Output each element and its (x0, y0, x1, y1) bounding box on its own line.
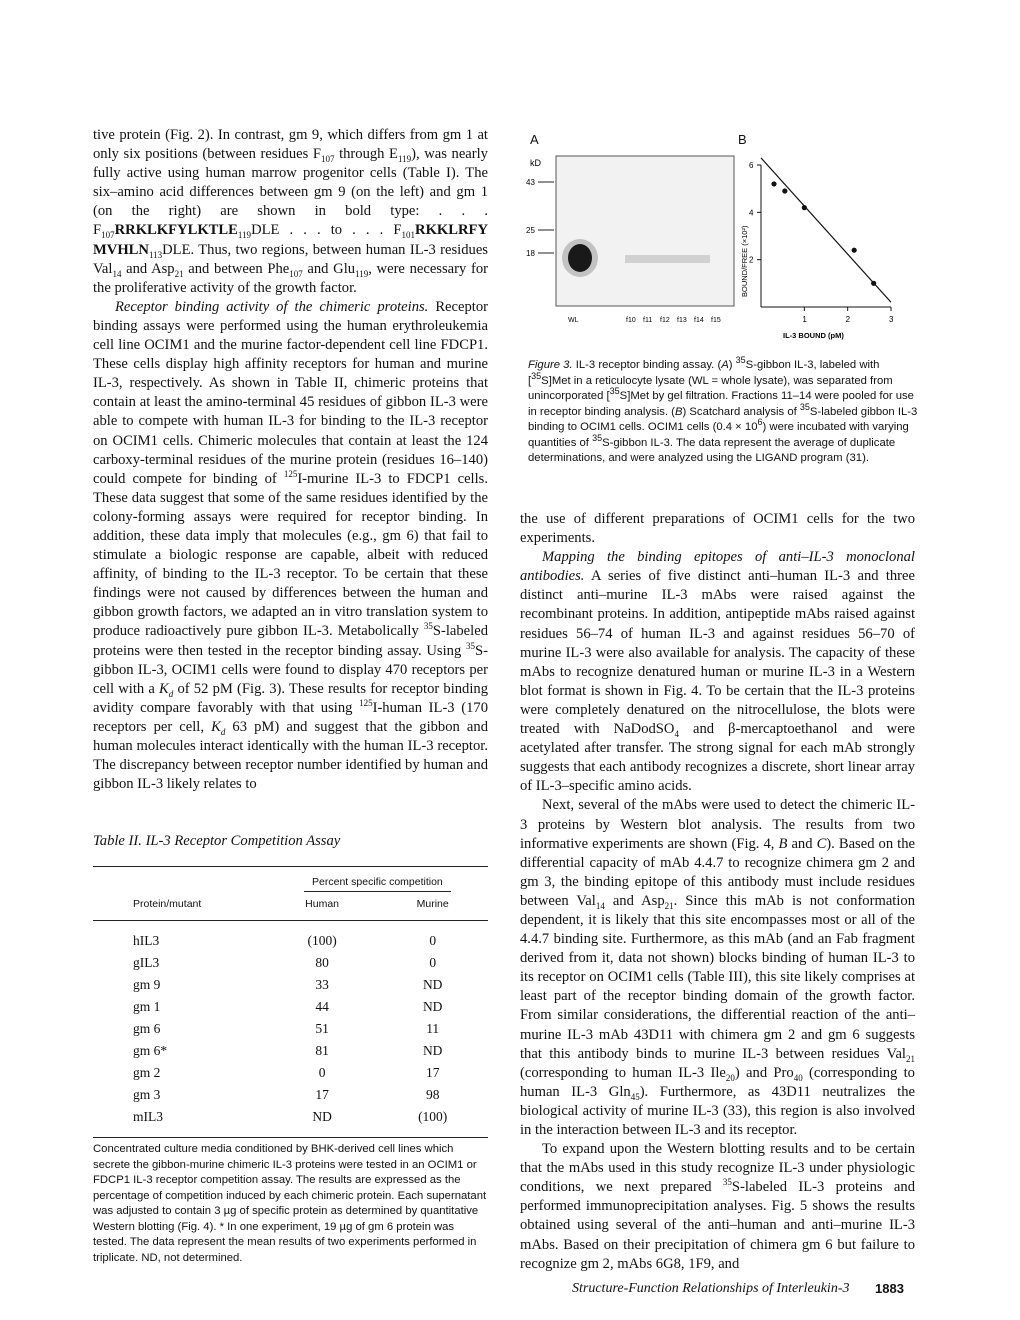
table-row (93, 1084, 488, 1106)
y-axis-label: BOUND/FREE (×10²) (740, 225, 749, 297)
gel-lane-label: f10 (626, 317, 636, 324)
table-cell-protein: gIL3 (133, 955, 160, 970)
gel-kd-label: kD (530, 158, 541, 168)
paragraph-receptor-binding: Receptor binding activity of the chimeric proteins. Receptor binding assays were performed using the human erythroleukemia cell line OCIM1 and the murine factor-dependent cell line FDCP1. These cells display high affinity receptors for human and murine IL-3, respectively. As shown in Table II, chimeric proteins that contain at least the amino-terminal 45 residues of gibbon IL-3 were able to compete with human IL-3 for binding to the IL-3 receptor on OCIM1 cells. Chimeric molecules that contain at least the 124 carboxy-terminal residues of the murine protein (residues 16–140) could compete for binding of $^{125}$I-murine IL-3 to FDCP1 cells. These data suggest that some of the same residues identified by the colony-forming assays were required for receptor binding. In addition, these data imply that molecules (e.g., gm 6) that fail to stimulate a biologic response are capable, albeit with reduced affinity, of binding to the IL-3 receptor. To be certain that these findings were not caused by differences between the human and gibbon growth factors, we adapted an in vitro translation system to produce radioactively pure gibbon IL-3. Metabolically $^{35}$S-labeled proteins were then tested in the receptor binding assay. Using $^{35}$S-gibbon IL-3, OCIM1 cells were found to display 470 receptors per cell with a $K_d$ of 52 pM (Fig. 3). These results for receptor binding avidity compare favorably with that using $^{125}$I-human IL-3 (170 receptors per cell, $K_d$ 63 pM) and suggest that the gibbon and human molecules interact identically with the human IL-3 receptor. The discrepancy between receptor number identified by human and gibbon IL-3 likely relates to (93, 298, 489, 793)
table-header-human: Human (305, 898, 340, 910)
table-cell-human: 0 (318, 1065, 326, 1080)
table-row (93, 1018, 488, 1040)
right-column-text (520, 510, 915, 1274)
panel-a-label: A (530, 132, 539, 147)
table-cell-protein: hIL3 (133, 933, 160, 948)
table-cell-human: 51 (315, 1021, 329, 1036)
table-cell-murine: ND (422, 1043, 443, 1058)
table-header-protein: Protein/mutant (133, 898, 202, 910)
table-cell-human: 81 (315, 1043, 329, 1058)
table-cell-murine: 0 (429, 955, 437, 970)
table-cell-murine: 17 (425, 1065, 440, 1080)
section-heading: Receptor binding activity of the chimeric proteins. (115, 298, 429, 315)
table-row (93, 921, 488, 953)
table-caption: Table II. IL-3 Receptor Competition Assay (93, 833, 341, 849)
x-tick-label: 3 (889, 315, 894, 324)
scatchard-plot (735, 155, 920, 355)
section-heading-epitopes: Mapping the binding epitopes of anti–IL-3 monoclonal antibodies. (520, 549, 915, 585)
data-point (852, 248, 857, 253)
table-cell-murine: 11 (426, 1021, 440, 1036)
panel-b-label: B (738, 132, 747, 147)
competition-table (93, 866, 488, 1138)
gel-lane-label: f13 (677, 317, 687, 324)
table-cell-human: (100) (307, 933, 337, 948)
table-cell-protein: gm 6 (133, 1021, 161, 1036)
paragraph-immunoprecipitation: To expand upon the Western blotting results and to be certain that the mAbs used in this study recognize IL-3 under physiologic conditions, we next prepared $^{35}$S-labeled IL-3 proteins and performed immunoprecipitation analyses. Fig. 5 shows the results obtained using several of the anti–human and anti–murine IL-3 mAbs. Based on their precipitation of chimera gm 6 but failure to recognize gm 2, mAbs 6G8, 1F9, and (520, 1141, 916, 1272)
table-header-murine: Murine (416, 898, 449, 910)
table-row (93, 974, 488, 996)
table-cell-protein: gm 9 (133, 977, 161, 992)
paragraph-continued: the use of different preparations of OCIM1 cells for the two experiments. (520, 511, 915, 547)
table-cell-murine: ND (422, 999, 443, 1014)
paragraph-epitope-mapping: Mapping the binding epitopes of anti–IL-3 monoclonal antibodies. A series of five distinct anti–human IL-3 and three distinct anti–murine IL-3 mAbs were raised against the recombinant proteins. In addition, antipeptide mAbs raised against residues 56–74 of human IL-3 and against residues 56–70 of murine IL-3 were also available for analysis. The capacity of these mAbs to recognize denatured human or murine IL-3 in a Western blot format is shown in Fig. 4. To be certain that the IL-3 proteins were completely denatured on the nitrocellulose, the blots were treated with NaDodSO$_4$ and β-mercaptoethanol and were acetylated after transfer. The strong signal for each mAb strongly suggests that each antibody recognizes a discrete, short linear array of IL-3–specific amino acids. (520, 549, 916, 795)
table-cell-human: 44 (315, 999, 329, 1014)
left-column-text (93, 126, 488, 794)
running-title: Structure-Function Relationships of Interleukin-3 (572, 1281, 850, 1296)
gel-marker-label: 25 (526, 226, 535, 235)
data-point (871, 281, 876, 286)
table-cell-murine: (100) (418, 1109, 448, 1124)
y-tick-label: 6 (749, 161, 754, 170)
data-point (771, 181, 776, 186)
y-tick-label: 4 (749, 208, 754, 218)
table-row (93, 1062, 488, 1084)
fit-line (761, 158, 891, 302)
table-row (93, 1106, 488, 1138)
table-cell-protein: gm 6* (133, 1043, 168, 1058)
gel-marker-label: 43 (526, 178, 535, 187)
table-cell-human: 17 (315, 1087, 329, 1102)
table-row (93, 1040, 488, 1062)
gel-lane-label: f15 (711, 317, 721, 324)
x-axis-label: IL-3 BOUND (pM) (783, 331, 844, 340)
figure-caption: Figure 3. IL-3 receptor binding assay. (A) $^{35}$S-gibbon IL-3, labeled with [$^{35}$S]Met in a reticulocyte lysate (WL = whole lysate), was separated from unincorporated [$^{35}$S]Met by gel filtration. Fractions 11–14 were pooled for use in receptor binding analysis. (B) Scatchard analysis of $^{35}$S-labeled gibbon IL-3 binding to OCIM1 cells. OCIM1 cells $(0.4 \times 10^6)$ were incubated with varying quantities of $^{35}$S-gibbon IL-3. The data represent the average of duplicate determinations, and were analyzed using the LIGAND program (31). (528, 355, 918, 464)
table-row (93, 996, 488, 1018)
table-cell-human: 80 (315, 955, 329, 970)
data-point (782, 188, 787, 193)
gel-marker-label: 18 (526, 249, 535, 258)
gel-lane-label: f12 (660, 317, 670, 324)
table-cell-protein: gm 2 (133, 1065, 161, 1080)
table-cell-protein: gm 3 (133, 1087, 161, 1102)
x-tick-label: 2 (845, 315, 851, 324)
table-cell-human: 33 (315, 977, 329, 992)
table-cell-protein: gm 1 (133, 999, 161, 1014)
gel-lane-label: f11 (643, 317, 653, 324)
x-tick-label: 1 (802, 315, 807, 324)
gel-band-wl-halo (562, 239, 598, 277)
gel-smear-fractions (625, 255, 710, 263)
data-point (802, 205, 807, 210)
paragraph-western-blot: Next, several of the mAbs were used to detect the chimeric IL-3 proteins by Western blot analysis. The results from two informative experiments are shown (Fig. 4, B and C). Based on the differential capacity of mAb 4.4.7 to recognize chimera gm 2 and gm 3, the binding epitope of this antibody must include residues between Val$_{14}$ and Asp$_{21}$. Since this mAb is not conformation dependent, it is likely that this site encompasses most or all of the 4.4.7 binding site. Furthermore, as this mAb (and an Fab fragment derived from it, data not shown) blocks binding of human IL-3 to its receptor on OCIM1 cells (Table III), this site likely comprises at least part of the receptor binding domain of the growth factor. From similar considerations, the differential reaction of the anti–murine IL-3 mAb 43D11 with chimera gm 2 and gm 6 suggests that this antibody binds to murine IL-3 between residues Val$_{21}$ (corresponding to human IL-3 Ile$_{20}$) and Pro$_{40}$ (corresponding to human IL-3 Gln$_{45}$). Furthermore, as 43D11 neutralizes the biological activity of murine IL-3 (33), this region is also involved in the interaction between IL-3 and its receptor. (520, 797, 916, 1138)
y-tick-label: 2 (749, 255, 754, 265)
gel-autoradiograph (520, 152, 740, 352)
table-cell-murine: 98 (425, 1087, 440, 1102)
table-cell-human: ND (312, 1109, 332, 1124)
gel-lane-label: WL (568, 317, 579, 324)
page-number: 1883 (875, 1281, 904, 1296)
gel-lane-label: f14 (694, 317, 704, 324)
table-cell-protein: mIL3 (133, 1109, 163, 1124)
table-footnote: Concentrated culture media conditioned by BHK-derived cell lines which secrete the gibbon-murine chimeric IL-3 proteins were tested in an OCIM1 or FDCP1 IL-3 receptor competition assay. The results are expressed as the percentage of competition induced by each chimeric protein. Each supernatant was adjusted to contain 3 µg of specific protein as determined by quantitative Western blotting (Fig. 4). * In one experiment, 19 µg of gm 6 protein was tested. The data represent the mean results of two experiments performed in triplicate. ND, not determined. (93, 1143, 487, 1264)
table-cell-murine: ND (422, 977, 443, 992)
paragraph-chimera-activity: tive protein (Fig. 2). In contrast, gm 9, which differs from gm 1 at only six positions (between residues $F_{107}$ through $E_{119}$), was nearly fully active using human marrow progenitor cells (Table I). The six–amino acid differences between gm 9 (on the left) and gm 1 (on the right) are shown in bold type: . . . $F_{107}RRKLKFYLKTLE_{119}DLE$ . . . to . . . $F_{101}RKKLRFY$ $MVHLN_{113}DLE$. Thus, two regions, between human IL-3 residues Val$_{14}$ and Asp$_{21}$ and between Phe$_{107}$ and Glu$_{119}$, were necessary for the proliferative activity of the growth factor. (93, 127, 488, 296)
table-cell-murine: 0 (429, 933, 437, 948)
table-row (93, 952, 488, 974)
table-group-header: Percent specific competition (267, 867, 488, 893)
